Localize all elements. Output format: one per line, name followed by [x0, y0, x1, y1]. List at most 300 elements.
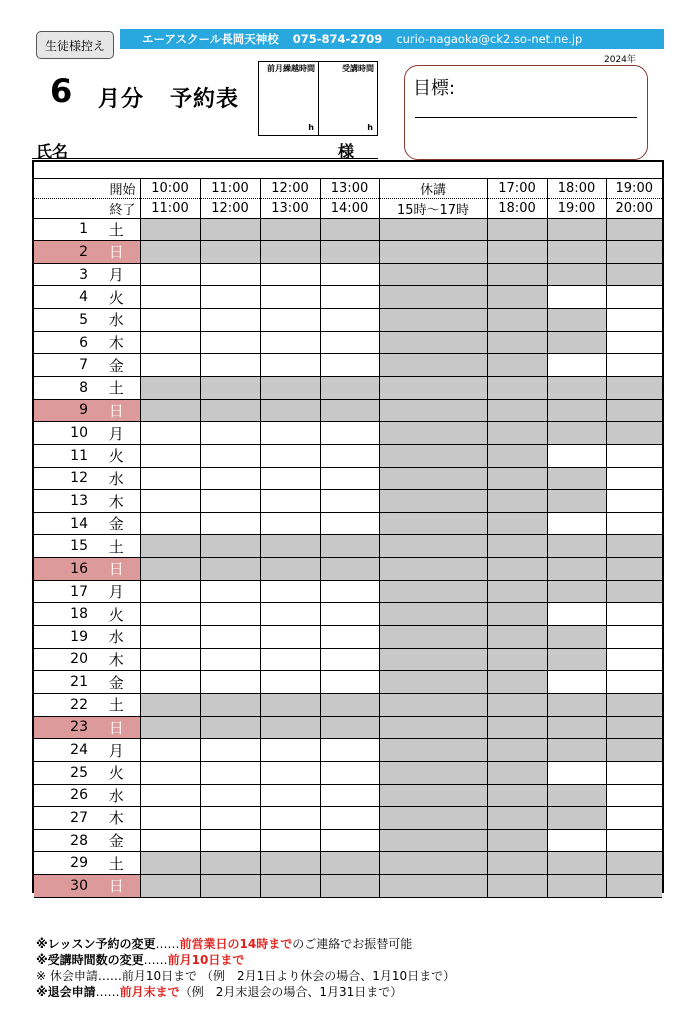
slot-cell[interactable] [320, 490, 379, 513]
slot-cell-closed [606, 852, 662, 875]
weekday: 日 [93, 875, 140, 898]
slot-cell[interactable] [547, 444, 606, 467]
weekday: 金 [93, 354, 140, 377]
table-row [34, 648, 662, 671]
weekday: 水 [93, 784, 140, 807]
slot-cell[interactable] [606, 490, 662, 513]
slot-cell[interactable] [320, 580, 379, 603]
slot-cell-closed [140, 852, 200, 875]
slot-cell-closed [379, 399, 487, 422]
weekday: 土 [93, 693, 140, 716]
slot-end-time: 19:00 [547, 198, 606, 218]
table-row [34, 558, 662, 581]
slot-cell[interactable] [320, 331, 379, 354]
note-leave-request: ※ 休会申請……前月10日まで （例 2月1日より休会の場合、1月10日まで） [36, 969, 456, 983]
slot-cell[interactable] [200, 331, 260, 354]
slot-cell-closed [320, 241, 379, 264]
slot-cell-closed [547, 263, 606, 286]
weekday: 日 [93, 558, 140, 581]
table-row [34, 580, 662, 603]
slot-cell-closed [379, 354, 487, 377]
day-number: 25 [34, 761, 93, 784]
slot-cell[interactable] [606, 512, 662, 535]
slot-cell-closed [487, 580, 547, 603]
slot-cell[interactable] [606, 671, 662, 694]
page-title: 予約表 [170, 87, 240, 112]
weekday: 水 [93, 467, 140, 490]
slot-cell-closed [547, 376, 606, 399]
slot-cell[interactable] [606, 354, 662, 377]
slot-cell-closed [379, 603, 487, 626]
weekday: 月 [93, 739, 140, 762]
slot-cell[interactable] [260, 580, 320, 603]
slot-cell[interactable] [200, 309, 260, 332]
slot-cell-closed [547, 739, 606, 762]
slot-cell-closed [487, 422, 547, 445]
slot-cell-closed [320, 376, 379, 399]
slot-cell[interactable] [606, 626, 662, 649]
day-number: 19 [34, 626, 93, 649]
slot-cell-closed [379, 331, 487, 354]
slot-cell[interactable] [200, 761, 260, 784]
slot-cell-closed [379, 693, 487, 716]
slot-cell-closed [547, 807, 606, 830]
slot-cell-closed [379, 467, 487, 490]
slot-cell[interactable] [606, 467, 662, 490]
table-row [34, 852, 662, 875]
slot-cell[interactable] [260, 829, 320, 852]
slot-start-time: 10:00 [140, 178, 200, 198]
slot-cell[interactable] [320, 603, 379, 626]
slot-cell[interactable] [320, 784, 379, 807]
day-number: 9 [34, 399, 93, 422]
day-number: 21 [34, 671, 93, 694]
slot-cell[interactable] [200, 603, 260, 626]
header-blank [34, 178, 93, 198]
weekday: 木 [93, 490, 140, 513]
slot-cell[interactable] [140, 807, 200, 830]
slot-cell[interactable] [606, 286, 662, 309]
slot-cell-closed [379, 671, 487, 694]
weekday: 日 [93, 399, 140, 422]
slot-cell[interactable] [260, 263, 320, 286]
lesson-hours-box[interactable] [318, 62, 377, 135]
slot-cell[interactable] [547, 671, 606, 694]
slot-cell[interactable] [606, 648, 662, 671]
table-header-row [34, 178, 662, 198]
slot-cell-closed [547, 558, 606, 581]
table-row [34, 241, 662, 264]
slot-cell-closed [260, 716, 320, 739]
slot-cell[interactable] [547, 761, 606, 784]
slot-cell[interactable] [200, 467, 260, 490]
slot-cell[interactable] [140, 648, 200, 671]
slot-cell-closed [547, 535, 606, 558]
slot-cell-closed [200, 716, 260, 739]
slot-cell[interactable] [140, 467, 200, 490]
slot-end-time: 15時～17時 [379, 198, 487, 218]
day-number: 12 [34, 467, 93, 490]
slot-cell-closed [379, 535, 487, 558]
weekday: 木 [93, 331, 140, 354]
slot-cell[interactable] [320, 671, 379, 694]
slot-cell[interactable] [260, 309, 320, 332]
slot-cell-closed [487, 784, 547, 807]
slot-cell-closed [487, 467, 547, 490]
slot-cell-closed [200, 241, 260, 264]
slot-cell[interactable] [200, 829, 260, 852]
slot-cell-closed [547, 693, 606, 716]
slot-cell[interactable] [547, 512, 606, 535]
slot-cell[interactable] [140, 309, 200, 332]
slot-cell[interactable] [320, 829, 379, 852]
day-number: 27 [34, 807, 93, 830]
slot-start-time: 12:00 [260, 178, 320, 198]
slot-cell-closed [606, 399, 662, 422]
slot-cell-closed [547, 218, 606, 241]
slot-cell[interactable] [260, 422, 320, 445]
slot-cell[interactable] [200, 626, 260, 649]
notes [36, 936, 455, 1000]
slot-cell-closed [547, 399, 606, 422]
carryover-hours-box[interactable] [259, 62, 318, 135]
slot-cell-closed [487, 490, 547, 513]
slot-cell-closed [379, 875, 487, 898]
slot-cell-closed [487, 263, 547, 286]
weekday: 火 [93, 444, 140, 467]
slot-cell-closed [379, 286, 487, 309]
weekday: 金 [93, 829, 140, 852]
slot-cell[interactable] [200, 422, 260, 445]
slot-cell-closed [260, 218, 320, 241]
slot-cell[interactable] [140, 263, 200, 286]
slot-cell[interactable] [260, 626, 320, 649]
slot-cell-closed [487, 716, 547, 739]
slot-cell-closed [260, 693, 320, 716]
slot-start-time: 19:00 [606, 178, 662, 198]
slot-cell-closed [260, 875, 320, 898]
table-row [34, 693, 662, 716]
table-row [34, 467, 662, 490]
lesson-hours-label: 受講時間 [342, 64, 374, 73]
slot-cell-closed [487, 603, 547, 626]
goal-box[interactable] [404, 65, 648, 160]
slot-cell[interactable] [140, 422, 200, 445]
table-row [34, 512, 662, 535]
slot-cell-closed [606, 422, 662, 445]
slot-cell[interactable] [140, 444, 200, 467]
slot-cell[interactable] [606, 309, 662, 332]
name-field[interactable] [32, 158, 378, 159]
table-row [34, 875, 662, 898]
slot-cell[interactable] [260, 807, 320, 830]
slot-cell[interactable] [606, 784, 662, 807]
slot-cell-closed [379, 309, 487, 332]
slot-cell[interactable] [260, 739, 320, 762]
day-number: 10 [34, 422, 93, 445]
slot-cell[interactable] [200, 512, 260, 535]
slot-cell-closed [260, 535, 320, 558]
table-row [34, 263, 662, 286]
lesson-hours-unit: h [367, 123, 373, 132]
table-top-row [34, 162, 662, 178]
slot-cell[interactable] [200, 354, 260, 377]
slot-cell-closed [606, 558, 662, 581]
slot-cell-closed [320, 716, 379, 739]
table-row [34, 671, 662, 694]
slot-cell-closed [487, 875, 547, 898]
slot-cell[interactable] [547, 829, 606, 852]
slot-cell-closed [379, 422, 487, 445]
month-suffix: 月分 [98, 87, 145, 112]
slot-cell-closed [140, 218, 200, 241]
slot-cell-closed [379, 807, 487, 830]
slot-cell-closed [260, 558, 320, 581]
sama-label: 様 [338, 142, 355, 161]
day-number: 15 [34, 535, 93, 558]
slot-cell[interactable] [547, 603, 606, 626]
weekday: 土 [93, 852, 140, 875]
slot-cell-closed [606, 535, 662, 558]
slot-cell-closed [379, 558, 487, 581]
slot-cell[interactable] [140, 626, 200, 649]
slot-cell[interactable] [547, 354, 606, 377]
table-row [34, 716, 662, 739]
slot-end-time: 11:00 [140, 198, 200, 218]
slot-cell-closed [379, 512, 487, 535]
slot-cell-closed [320, 218, 379, 241]
slot-cell[interactable] [260, 331, 320, 354]
slot-cell[interactable] [260, 761, 320, 784]
day-number: 2 [34, 241, 93, 264]
slot-cell-closed [487, 671, 547, 694]
note-hours-change: ※受講時間数の変更……前月10日まで [36, 953, 245, 967]
slot-cell-closed [379, 218, 487, 241]
slot-cell[interactable] [606, 829, 662, 852]
day-number: 18 [34, 603, 93, 626]
slot-cell[interactable] [140, 331, 200, 354]
slot-cell[interactable] [260, 603, 320, 626]
slot-cell-closed [606, 241, 662, 264]
slot-cell-closed [200, 399, 260, 422]
slot-cell-closed [487, 807, 547, 830]
slot-cell-closed [547, 241, 606, 264]
slot-cell[interactable] [200, 807, 260, 830]
table-row [34, 807, 662, 830]
slot-cell-closed [200, 376, 260, 399]
slot-cell[interactable] [140, 490, 200, 513]
slot-cell[interactable] [140, 580, 200, 603]
slot-cell[interactable] [320, 512, 379, 535]
name-label: 氏名 [36, 142, 69, 161]
slot-cell[interactable] [260, 490, 320, 513]
school-email: curio-nagaoka@ck2.so-net.ne.jp [396, 32, 583, 46]
slot-cell[interactable] [260, 444, 320, 467]
weekday: 火 [93, 286, 140, 309]
slot-cell-closed [547, 422, 606, 445]
slot-cell-closed [260, 852, 320, 875]
slot-cell-closed [547, 490, 606, 513]
slot-cell[interactable] [320, 626, 379, 649]
slot-cell[interactable] [200, 784, 260, 807]
slot-cell[interactable] [140, 829, 200, 852]
weekday: 金 [93, 671, 140, 694]
slot-cell-closed [547, 331, 606, 354]
slot-cell-closed [379, 263, 487, 286]
slot-cell-closed [487, 739, 547, 762]
slot-cell[interactable] [200, 671, 260, 694]
slot-cell[interactable] [606, 603, 662, 626]
slot-cell[interactable] [140, 603, 200, 626]
slot-cell[interactable] [260, 648, 320, 671]
slot-cell-closed [260, 241, 320, 264]
slot-cell-closed [320, 535, 379, 558]
slot-cell[interactable] [140, 784, 200, 807]
slot-cell[interactable] [320, 354, 379, 377]
slot-cell[interactable] [260, 512, 320, 535]
slot-cell[interactable] [200, 286, 260, 309]
slot-cell-closed [547, 626, 606, 649]
day-number: 23 [34, 716, 93, 739]
weekday: 火 [93, 603, 140, 626]
slot-end-time: 20:00 [606, 198, 662, 218]
slot-cell-closed [200, 558, 260, 581]
slot-cell-closed [140, 716, 200, 739]
slot-cell-closed [606, 218, 662, 241]
slot-cell-closed [487, 376, 547, 399]
slot-cell-closed [260, 376, 320, 399]
table-row [34, 535, 662, 558]
slot-cell-closed [200, 852, 260, 875]
slot-cell-closed [606, 263, 662, 286]
slot-cell-closed [547, 580, 606, 603]
slot-cell[interactable] [320, 807, 379, 830]
slot-cell-closed [487, 309, 547, 332]
day-number: 11 [34, 444, 93, 467]
slot-end-time: 18:00 [487, 198, 547, 218]
slot-cell[interactable] [260, 784, 320, 807]
slot-cell[interactable] [140, 739, 200, 762]
slot-cell-closed [260, 399, 320, 422]
slot-cell-closed [379, 580, 487, 603]
slot-cell[interactable] [200, 580, 260, 603]
slot-cell[interactable] [606, 761, 662, 784]
slot-cell-closed [547, 875, 606, 898]
slot-cell-closed [547, 716, 606, 739]
slot-cell[interactable] [320, 309, 379, 332]
slot-cell[interactable] [140, 354, 200, 377]
slot-cell[interactable] [200, 648, 260, 671]
slot-cell[interactable] [260, 467, 320, 490]
weekday: 土 [93, 376, 140, 399]
weekday: 水 [93, 626, 140, 649]
table-row [34, 354, 662, 377]
slot-cell[interactable] [140, 512, 200, 535]
slot-cell[interactable] [606, 807, 662, 830]
day-number: 3 [34, 263, 93, 286]
day-number: 1 [34, 218, 93, 241]
goal-line [415, 117, 637, 118]
slot-cell[interactable] [140, 761, 200, 784]
slot-cell-closed [379, 648, 487, 671]
slot-cell-closed [606, 739, 662, 762]
table-row [34, 829, 662, 852]
slot-end-time: 12:00 [200, 198, 260, 218]
slot-cell-closed [379, 829, 487, 852]
day-number: 22 [34, 693, 93, 716]
weekday: 金 [93, 512, 140, 535]
slot-cell-closed [200, 693, 260, 716]
table-row [34, 399, 662, 422]
table-row [34, 422, 662, 445]
slot-cell-closed [487, 829, 547, 852]
slot-cell[interactable] [547, 286, 606, 309]
day-number: 14 [34, 512, 93, 535]
slot-cell-closed [606, 693, 662, 716]
weekday: 木 [93, 807, 140, 830]
slot-cell-closed [487, 626, 547, 649]
slot-cell-closed [547, 852, 606, 875]
slot-cell-closed [487, 331, 547, 354]
table-row [34, 444, 662, 467]
slot-cell[interactable] [606, 444, 662, 467]
slot-cell[interactable] [320, 739, 379, 762]
slot-cell[interactable] [320, 263, 379, 286]
slot-cell-closed [140, 693, 200, 716]
slot-cell-closed [547, 309, 606, 332]
slot-cell-closed [547, 467, 606, 490]
slot-cell-closed [487, 852, 547, 875]
slot-cell-closed [379, 716, 487, 739]
slot-cell[interactable] [320, 286, 379, 309]
slot-cell-closed [487, 558, 547, 581]
slot-cell-closed [487, 761, 547, 784]
day-number: 7 [34, 354, 93, 377]
slot-cell[interactable] [200, 263, 260, 286]
slot-cell[interactable] [200, 739, 260, 762]
hours-boxes [258, 61, 378, 136]
slot-cell[interactable] [320, 422, 379, 445]
day-number: 24 [34, 739, 93, 762]
slot-cell-closed [140, 376, 200, 399]
slot-cell[interactable] [320, 648, 379, 671]
slot-start-time: 13:00 [320, 178, 379, 198]
slot-cell[interactable] [200, 444, 260, 467]
day-number: 20 [34, 648, 93, 671]
slot-cell-closed [547, 784, 606, 807]
slot-cell[interactable] [260, 354, 320, 377]
slot-cell-closed [379, 761, 487, 784]
slot-cell[interactable] [320, 761, 379, 784]
slot-cell[interactable] [260, 286, 320, 309]
slot-cell[interactable] [260, 671, 320, 694]
slot-cell[interactable] [606, 331, 662, 354]
note-withdrawal-request: ※退会申請……前月末まで（例 2月末退会の場合、1月31日まで） [36, 985, 403, 999]
slot-cell-closed [606, 716, 662, 739]
table-row [34, 309, 662, 332]
slot-cell[interactable] [320, 467, 379, 490]
slot-cell-closed [606, 376, 662, 399]
slot-cell[interactable] [140, 671, 200, 694]
slot-cell-closed [547, 648, 606, 671]
slot-cell[interactable] [320, 444, 379, 467]
slot-cell[interactable] [140, 286, 200, 309]
slot-cell[interactable] [200, 490, 260, 513]
slot-cell-closed [140, 875, 200, 898]
slot-cell-closed [379, 626, 487, 649]
weekday: 月 [93, 263, 140, 286]
table-row [34, 739, 662, 762]
